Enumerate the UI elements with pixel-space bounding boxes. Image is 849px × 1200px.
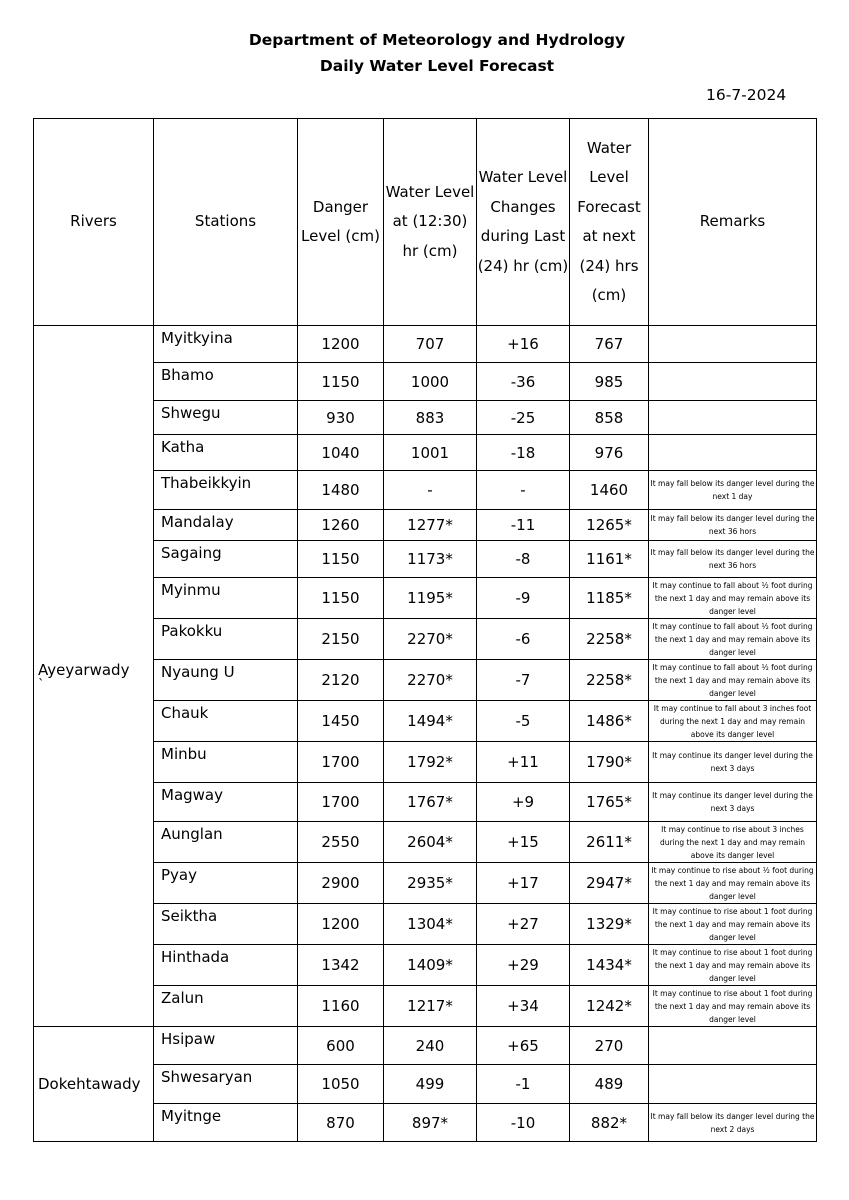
level-change-cell: +34	[477, 986, 570, 1027]
station-name-cell: Aunglan	[154, 822, 298, 863]
remark-cell: It may continue its danger level during the next 3 days	[649, 742, 817, 783]
remark-cell: It may fall below its danger level during the next 36 hors	[649, 510, 817, 541]
water-level-cell: 1000	[384, 363, 477, 401]
forecast-cell: 1265*	[570, 510, 649, 541]
water-level-cell: -	[384, 471, 477, 510]
station-name-cell: Pyay	[154, 863, 298, 904]
water-level-cell: 499	[384, 1065, 477, 1104]
remark-cell: It may continue to rise about 1 foot during the next 1 day and may remain above its danger level	[649, 986, 817, 1027]
danger-level-cell: 870	[298, 1104, 384, 1142]
level-change-cell: -5	[477, 701, 570, 742]
water-level-table	[33, 118, 817, 1142]
remark-cell: It may continue to fall about ½ foot during the next 1 day and may remain above its danger level	[649, 660, 817, 701]
report-date: 16-7-2024	[706, 86, 787, 104]
col-header-remarks: Remarks	[649, 119, 817, 326]
forecast-cell: 270	[570, 1027, 649, 1065]
table-row	[34, 326, 817, 363]
forecast-cell: 1765*	[570, 783, 649, 822]
river-cell	[34, 1027, 154, 1142]
station-name-cell: Hinthada	[154, 945, 298, 986]
level-change-cell: -1	[477, 1065, 570, 1104]
forecast-cell: 1460	[570, 471, 649, 510]
remark-cell: It may fall below its danger level during the next 36 hors	[649, 541, 817, 578]
water-level-cell: 1792*	[384, 742, 477, 783]
page-subtitle: Daily Water Level Forecast	[319, 57, 555, 75]
water-level-cell: 1494*	[384, 701, 477, 742]
level-change-cell: -	[477, 471, 570, 510]
danger-level-cell: 1160	[298, 986, 384, 1027]
level-change-cell: +15	[477, 822, 570, 863]
station-name-cell: Thabeikkyin	[154, 471, 298, 510]
remark-cell: It may continue to fall about ½ foot during the next 1 day and may remain above its danger level	[649, 619, 817, 660]
table-body	[34, 326, 817, 1142]
forecast-cell: 2947*	[570, 863, 649, 904]
forecast-cell: 489	[570, 1065, 649, 1104]
level-change-cell: -6	[477, 619, 570, 660]
level-change-cell: +29	[477, 945, 570, 986]
danger-level-cell: 1450	[298, 701, 384, 742]
header-row	[34, 119, 817, 326]
water-level-cell: 2270*	[384, 619, 477, 660]
remark-cell	[649, 363, 817, 401]
station-name-cell: Myitnge	[154, 1104, 298, 1142]
col-header-rivers: Rivers	[34, 119, 154, 326]
level-change-cell: -36	[477, 363, 570, 401]
station-name-cell: Minbu	[154, 742, 298, 783]
station-name-cell: Sagaing	[154, 541, 298, 578]
remark-cell	[649, 435, 817, 471]
danger-level-cell: 1480	[298, 471, 384, 510]
forecast-cell: 1242*	[570, 986, 649, 1027]
danger-level-cell: 1050	[298, 1065, 384, 1104]
water-level-cell: 1277*	[384, 510, 477, 541]
station-name-cell: Magway	[154, 783, 298, 822]
level-change-cell: -10	[477, 1104, 570, 1142]
danger-level-cell: 1150	[298, 541, 384, 578]
station-name-cell: Bhamo	[154, 363, 298, 401]
level-change-cell: +11	[477, 742, 570, 783]
remark-cell: It may fall below its danger level during the next 2 days	[649, 1104, 817, 1142]
forecast-cell: 858	[570, 401, 649, 435]
forecast-cell: 1790*	[570, 742, 649, 783]
water-level-cell: 2604*	[384, 822, 477, 863]
station-name-cell: Zalun	[154, 986, 298, 1027]
col-header-water-level: Water Level at (12:30) hr (cm)	[384, 119, 477, 326]
level-change-cell: +9	[477, 783, 570, 822]
danger-level-cell: 1200	[298, 326, 384, 363]
water-level-cell: 883	[384, 401, 477, 435]
danger-level-cell: 930	[298, 401, 384, 435]
level-change-cell: +65	[477, 1027, 570, 1065]
forecast-cell: 2611*	[570, 822, 649, 863]
page-title: Department of Meteorology and Hydrology	[248, 31, 626, 49]
col-header-forecast: Water Level Forecast at next (24) hrs (cm)	[570, 119, 649, 326]
danger-level-cell: 1200	[298, 904, 384, 945]
forecast-cell: 1329*	[570, 904, 649, 945]
danger-level-cell: 1260	[298, 510, 384, 541]
station-name-cell: Chauk	[154, 701, 298, 742]
danger-level-cell: 1150	[298, 578, 384, 619]
forecast-cell: 2258*	[570, 619, 649, 660]
col-header-stations: Stations	[154, 119, 298, 326]
station-name-cell: Katha	[154, 435, 298, 471]
river-name: Dokehtawady	[38, 1075, 141, 1093]
river-name-mark: `	[38, 677, 45, 693]
danger-level-cell: 1700	[298, 742, 384, 783]
level-change-cell: +17	[477, 863, 570, 904]
remark-cell	[649, 326, 817, 363]
remark-cell	[649, 401, 817, 435]
water-level-cell: 707	[384, 326, 477, 363]
remark-cell: It may continue to rise about 1 foot during the next 1 day and may remain above its danger level	[649, 904, 817, 945]
river-cell	[34, 326, 154, 1027]
remark-cell: It may continue to fall about 3 inches foot during the next 1 day and may remain above its danger level	[649, 701, 817, 742]
water-level-cell: 2270*	[384, 660, 477, 701]
level-change-cell: -7	[477, 660, 570, 701]
water-level-cell: 1195*	[384, 578, 477, 619]
forecast-cell: 767	[570, 326, 649, 363]
water-level-cell: 1304*	[384, 904, 477, 945]
forecast-cell: 985	[570, 363, 649, 401]
water-level-cell: 897*	[384, 1104, 477, 1142]
remark-cell: It may continue to rise about 3 inches during the next 1 day and may remain above its danger level	[649, 822, 817, 863]
danger-level-cell: 2150	[298, 619, 384, 660]
forecast-cell: 1486*	[570, 701, 649, 742]
danger-level-cell: 2550	[298, 822, 384, 863]
water-level-cell: 1217*	[384, 986, 477, 1027]
danger-level-cell: 2120	[298, 660, 384, 701]
station-name-cell: Pakokku	[154, 619, 298, 660]
remark-cell: It may fall below its danger level during the next 1 day	[649, 471, 817, 510]
danger-level-cell: 1342	[298, 945, 384, 986]
water-level-cell: 240	[384, 1027, 477, 1065]
station-name-cell: Shwesaryan	[154, 1065, 298, 1104]
level-change-cell: -25	[477, 401, 570, 435]
remark-cell: It may continue its danger level during the next 3 days	[649, 783, 817, 822]
level-change-cell: -8	[477, 541, 570, 578]
col-header-danger-level: Danger Level (cm)	[298, 119, 384, 326]
station-name-cell: Hsipaw	[154, 1027, 298, 1065]
table-row	[34, 1027, 817, 1065]
station-name-cell: Myitkyina	[154, 326, 298, 363]
level-change-cell: -11	[477, 510, 570, 541]
danger-level-cell: 1700	[298, 783, 384, 822]
forecast-cell: 882*	[570, 1104, 649, 1142]
station-name-cell: Myinmu	[154, 578, 298, 619]
water-level-cell: 2935*	[384, 863, 477, 904]
river-name: Ayeyarwady	[38, 660, 130, 679]
level-change-cell: +27	[477, 904, 570, 945]
forecast-cell: 1185*	[570, 578, 649, 619]
remark-cell: It may continue to rise about ½ foot during the next 1 day and may remain above its danger level	[649, 863, 817, 904]
danger-level-cell: 1040	[298, 435, 384, 471]
remark-cell: It may continue to rise about 1 foot during the next 1 day and may remain above its danger level	[649, 945, 817, 986]
remark-cell	[649, 1065, 817, 1104]
station-name-cell: Mandalay	[154, 510, 298, 541]
forecast-cell: 976	[570, 435, 649, 471]
station-name-cell: Shwegu	[154, 401, 298, 435]
level-change-cell: -18	[477, 435, 570, 471]
water-level-cell: 1409*	[384, 945, 477, 986]
remark-cell	[649, 1027, 817, 1065]
remark-cell: It may continue to fall about ½ foot during the next 1 day and may remain above its danger level	[649, 578, 817, 619]
danger-level-cell: 1150	[298, 363, 384, 401]
forecast-cell: 2258*	[570, 660, 649, 701]
station-name-cell: Nyaung U	[154, 660, 298, 701]
forecast-cell: 1161*	[570, 541, 649, 578]
danger-level-cell: 2900	[298, 863, 384, 904]
col-header-level-changes: Water Level Changes during Last (24) hr (cm)	[477, 119, 570, 326]
water-level-cell: 1173*	[384, 541, 477, 578]
water-level-cell: 1767*	[384, 783, 477, 822]
water-level-cell: 1001	[384, 435, 477, 471]
station-name-cell: Seiktha	[154, 904, 298, 945]
forecast-cell: 1434*	[570, 945, 649, 986]
danger-level-cell: 600	[298, 1027, 384, 1065]
level-change-cell: -9	[477, 578, 570, 619]
level-change-cell: +16	[477, 326, 570, 363]
